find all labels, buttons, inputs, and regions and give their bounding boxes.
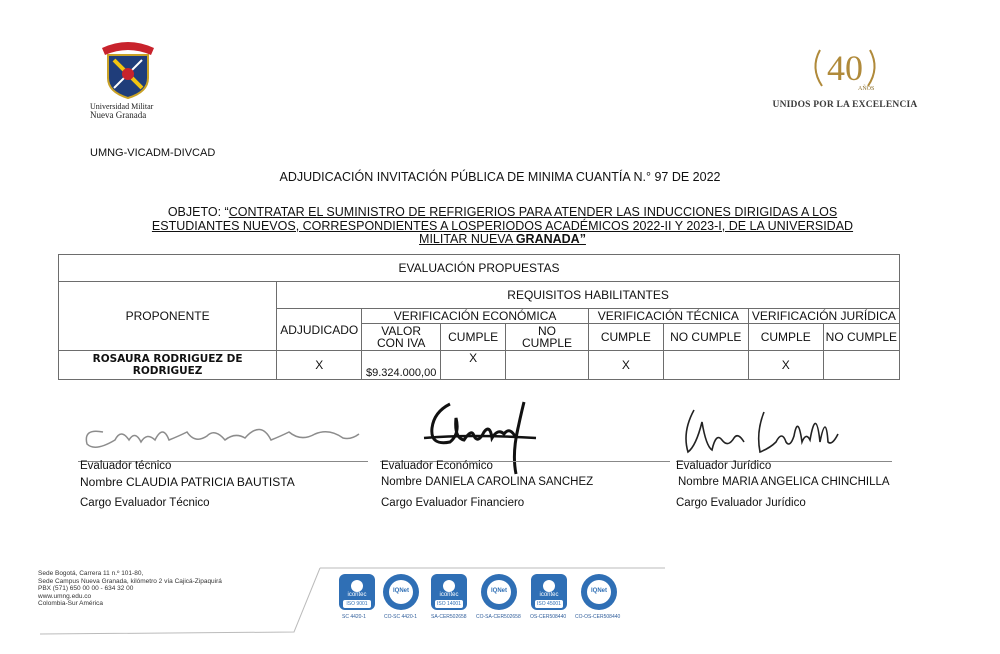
cert-code: SC 4420-1 bbox=[342, 614, 366, 620]
address-line: Colombia-Sur América bbox=[38, 600, 104, 607]
tecnica-no-cumple-header: NO CUMPLE bbox=[663, 324, 748, 351]
cert-code: SA-CER502658 bbox=[431, 614, 467, 620]
cert-code: OS-CER508440 bbox=[530, 614, 567, 620]
objeto-prefix: OBJETO: “ bbox=[167, 205, 229, 219]
cert-code: CO-SC 4420-1 bbox=[384, 614, 418, 620]
university-name-line1: Universidad Militar bbox=[90, 102, 154, 111]
adjudicado-header: ADJUDICADO bbox=[277, 309, 362, 351]
economica-cumple-cell: X bbox=[441, 351, 506, 380]
cert-label: IQNet bbox=[490, 588, 507, 594]
cert-label: IQNet bbox=[590, 588, 607, 594]
juridica-header: VERIFICACIÓN JURÍDICA bbox=[748, 309, 899, 324]
economico-cargo: Cargo Evaluador Financiero bbox=[381, 497, 525, 509]
juridica-cumple-cell: X bbox=[748, 351, 823, 380]
tecnico-cargo: Cargo Evaluador Técnico bbox=[80, 497, 210, 509]
iqnet-icon bbox=[480, 573, 518, 611]
tecnica-header: VERIFICACIÓN TÉCNICA bbox=[588, 309, 748, 324]
cert-code: CO-SA-CER502658 bbox=[476, 614, 521, 620]
objeto-line2: ESTUDIANTES NUEVOS, CORRESPONDIENTES A LOSPERIODOS ACADÉMICOS 2022-II Y 2023-I, DE LA UNIVERSIDAD bbox=[151, 218, 854, 233]
anniversary-tagline: UNIDOS POR LA EXCELENCIA bbox=[772, 100, 918, 110]
tecnico-name: Nombre CLAUDIA PATRICIA BAUTISTA bbox=[80, 475, 295, 489]
cert-standard: ISO 45001 bbox=[537, 601, 561, 607]
cert-label: icontec bbox=[347, 592, 367, 598]
laurel-icon bbox=[808, 44, 882, 90]
valor-line2: CON IVA bbox=[376, 336, 426, 350]
iqnet-icon bbox=[382, 573, 420, 611]
juridica-no-cumple-cell bbox=[823, 351, 899, 380]
juridico-name: Nombre MARIA ANGELICA CHINCHILLA bbox=[678, 476, 890, 488]
address-line: www.umng.edu.co bbox=[38, 592, 92, 600]
address-line: Sede Campus Nueva Granada, kilómetro 2 vía Cajicá-Zipaquirá bbox=[38, 577, 222, 585]
valor-header bbox=[362, 324, 441, 351]
table-row bbox=[59, 351, 900, 380]
cert-label: icontec bbox=[539, 592, 559, 598]
juridica-no-cumple-header: NO CUMPLE bbox=[823, 324, 899, 351]
tecnica-cumple-cell: X bbox=[588, 351, 663, 380]
objeto-line3a: MILITAR NUEVA bbox=[419, 232, 516, 246]
tecnica-no-cumple-cell bbox=[663, 351, 748, 380]
anniversary-logo bbox=[770, 44, 920, 120]
tecnica-cumple-header: CUMPLE bbox=[588, 324, 663, 351]
anniversary-number: 40 bbox=[827, 48, 863, 88]
cert-standard: ISO 9001 bbox=[346, 601, 368, 607]
juridico-cargo: Cargo Evaluador Jurídico bbox=[676, 497, 806, 509]
juridica-cumple-header: CUMPLE bbox=[748, 324, 823, 351]
document-code: UMNG-VICADM-DIVCAD bbox=[90, 147, 216, 159]
document-objeto bbox=[95, 206, 910, 247]
cert-standard: ISO 14001 bbox=[437, 601, 461, 607]
cert-label: icontec bbox=[439, 592, 459, 598]
table-title: EVALUACIÓN PROPUESTAS bbox=[59, 255, 900, 282]
economica-no-cumple-header bbox=[506, 324, 589, 351]
anniversary-word: AÑOS bbox=[858, 86, 875, 92]
icontec-iso14001-icon bbox=[430, 573, 468, 611]
proponente-header: PROPONENTE bbox=[59, 282, 277, 351]
evaluation-table bbox=[58, 254, 900, 380]
certifications bbox=[300, 565, 666, 635]
university-crest-icon bbox=[98, 38, 158, 100]
signature-juridico-icon bbox=[676, 402, 846, 458]
valor-line1: VALOR bbox=[381, 324, 422, 338]
objeto-line1: CONTRATAR EL SUMINISTRO DE REFRIGERIOS PARA ATENDER LAS INDUCCIONES DIRIGIDAS A LOS bbox=[228, 205, 838, 219]
address-line: PBX (571) 650 00 00 - 634 32 00 bbox=[38, 585, 134, 592]
economica-header: VERIFICACIÓN ECONÓMICA bbox=[362, 309, 589, 324]
no-line1: NO bbox=[538, 324, 556, 338]
objeto-line3b: GRANADA” bbox=[515, 232, 586, 246]
document-heading: ADJUDICACIÓN INVITACIÓN PÚBLICA DE MINIMA CUANTÍA N.° 97 DE 2022 bbox=[279, 170, 721, 184]
address-line: Sede Bogotá, Carrera 11 n.º 101-80, bbox=[38, 570, 144, 577]
iqnet-icon bbox=[580, 573, 618, 611]
economica-no-cumple-cell bbox=[506, 351, 589, 380]
university-logo bbox=[90, 38, 170, 128]
requisitos-header: REQUISITOS HABILITANTES bbox=[277, 282, 900, 309]
signature-tecnico-icon bbox=[75, 410, 365, 460]
economico-role: Evaluador Económico bbox=[381, 460, 493, 472]
valor-cell: $9.324.000,00 bbox=[362, 351, 441, 380]
cert-code: CO-OS-CER508440 bbox=[575, 614, 621, 620]
proponente-cell: ROSAURA RODRIGUEZ DE RODRIGUEZ bbox=[59, 351, 277, 380]
university-name bbox=[90, 102, 153, 120]
university-name-line2: Nueva Granada bbox=[90, 110, 147, 120]
economico-name: Nombre DANIELA CAROLINA SANCHEZ bbox=[381, 476, 594, 488]
juridico-role: Evaluador Jurídico bbox=[676, 460, 772, 472]
icontec-iso9001-icon bbox=[338, 573, 376, 611]
economica-cumple-header: CUMPLE bbox=[441, 324, 506, 351]
adjudicado-cell: X bbox=[277, 351, 362, 380]
tecnico-role: Evaluador técnico bbox=[80, 460, 172, 472]
cert-label: IQNet bbox=[392, 588, 409, 594]
no-line2: CUMPLE bbox=[522, 336, 573, 350]
icontec-iso45001-icon bbox=[530, 573, 568, 611]
